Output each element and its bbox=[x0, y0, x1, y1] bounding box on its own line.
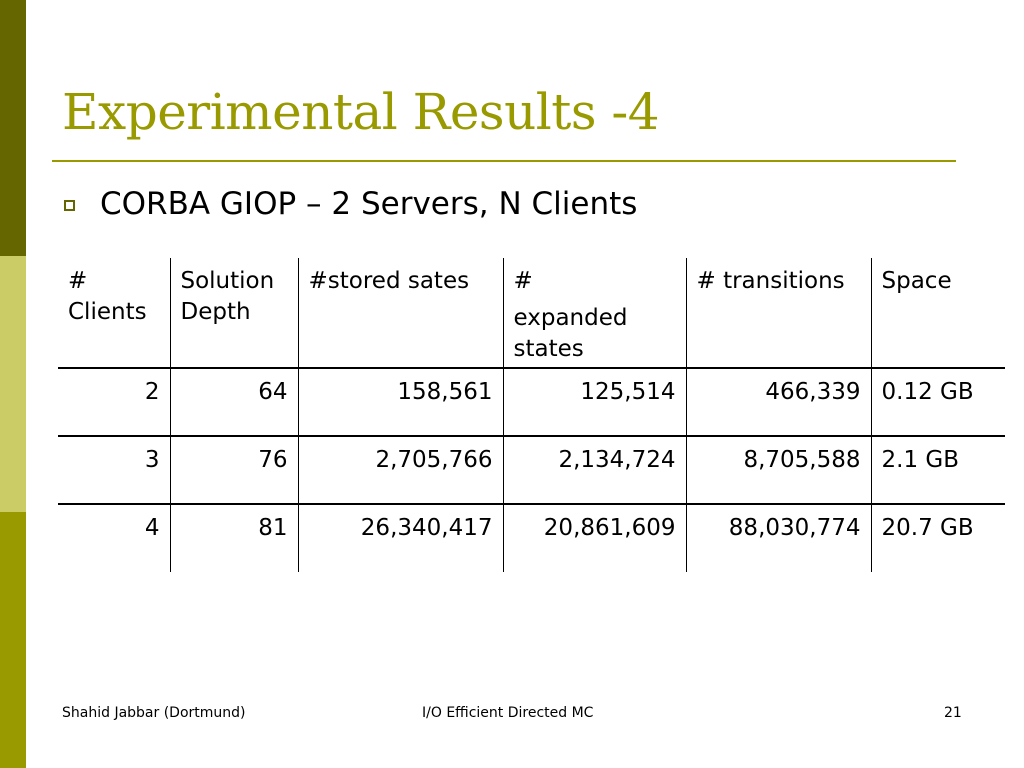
cell-stored: 26,340,417 bbox=[298, 504, 503, 572]
cell-transitions: 466,339 bbox=[686, 368, 871, 436]
cell-clients: 2 bbox=[58, 368, 170, 436]
header-space: Space bbox=[871, 258, 1005, 368]
cell-space: 0.12 GB bbox=[871, 368, 1005, 436]
footer-talk-title: I/O Efficient Directed MC bbox=[422, 705, 594, 721]
bullet-item bbox=[64, 186, 637, 223]
cell-expanded: 2,134,724 bbox=[503, 436, 686, 504]
table-row bbox=[58, 436, 1005, 504]
results-table bbox=[58, 258, 1005, 572]
title-underline bbox=[52, 160, 956, 162]
header-stored-states: #stored sates bbox=[298, 258, 503, 368]
header-solution-depth: Solution Depth bbox=[170, 258, 298, 368]
table-header-row bbox=[58, 258, 1005, 368]
cell-space: 20.7 GB bbox=[871, 504, 1005, 572]
cell-space: 2.1 GB bbox=[871, 436, 1005, 504]
square-bullet-icon bbox=[64, 200, 75, 211]
page-number: 21 bbox=[944, 705, 962, 721]
cell-transitions: 8,705,588 bbox=[686, 436, 871, 504]
side-accent-bottom bbox=[0, 512, 26, 768]
header-expanded-states: # expanded states bbox=[503, 258, 686, 368]
cell-transitions: 88,030,774 bbox=[686, 504, 871, 572]
cell-expanded: 125,514 bbox=[503, 368, 686, 436]
side-accent-middle bbox=[0, 256, 26, 512]
cell-stored: 158,561 bbox=[298, 368, 503, 436]
cell-depth: 76 bbox=[170, 436, 298, 504]
cell-stored: 2,705,766 bbox=[298, 436, 503, 504]
cell-clients: 4 bbox=[58, 504, 170, 572]
table-row bbox=[58, 504, 1005, 572]
bullet-text: CORBA GIOP – 2 Servers, N Clients bbox=[100, 186, 638, 222]
slide-title: Experimental Results -4 bbox=[62, 83, 660, 141]
cell-clients: 3 bbox=[58, 436, 170, 504]
side-accent-bar bbox=[0, 0, 26, 768]
header-transitions: # transitions bbox=[686, 258, 871, 368]
table-row bbox=[58, 368, 1005, 436]
cell-depth: 64 bbox=[170, 368, 298, 436]
side-accent-top bbox=[0, 0, 26, 256]
footer-author: Shahid Jabbar (Dortmund) bbox=[62, 705, 246, 721]
cell-expanded: 20,861,609 bbox=[503, 504, 686, 572]
cell-depth: 81 bbox=[170, 504, 298, 572]
header-clients: # Clients bbox=[68, 268, 147, 325]
